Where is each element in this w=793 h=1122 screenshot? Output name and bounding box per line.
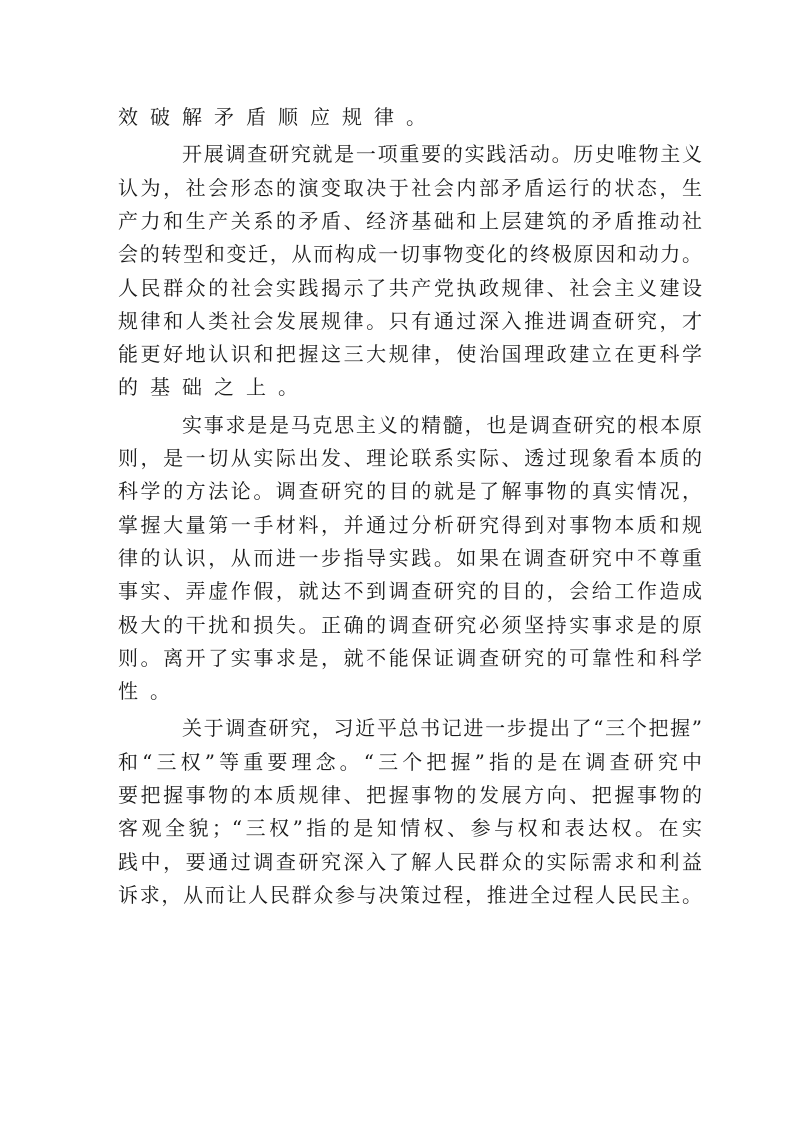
- text-line: 践中，要通过调查研究深入了解人民群众的实际需求和利益: [118, 849, 702, 874]
- text-line: 实事求是是马克思主义的精髓，也是调查研究的根本原: [182, 412, 702, 437]
- text-line: 认为，社会形态的演变取决于社会内部矛盾运行的状态，生: [118, 175, 702, 200]
- text-line: 开展调查研究就是一项重要的实践活动。历史唯物主义: [182, 142, 702, 167]
- text-line: 会的转型和变迁，从而构成一切事物变化的终极原因和动力。: [118, 242, 702, 267]
- text-line: 的基础之上。: [118, 375, 310, 400]
- text-line: 掌握大量第一手材料，并通过分析研究得到对事物本质和规: [118, 512, 702, 537]
- text-line: 和“三权”等重要理念。“三个把握”指的是在调查研究中: [118, 749, 702, 774]
- text-line: 则，是一切从实际出发、理论联系实际、透过现象看本质的: [118, 446, 702, 470]
- text-line: 则。离开了实事求是，就不能保证调查研究的可靠性和科学: [118, 645, 702, 670]
- text-line: 关于调查研究，习近平总书记进一步提出了“三个把握”: [182, 716, 702, 741]
- text-line: 能更好地认识和把握这三大规律，使治国理政建立在更科学: [118, 342, 702, 367]
- text-line: 效破解矛盾顺应规律。: [118, 105, 438, 129]
- text-line: 客观全貌；“三权”指的是知情权、参与权和表达权。在实: [118, 816, 702, 841]
- text-line: 人民群众的社会实践揭示了共产党执政规律、社会主义建设: [118, 275, 702, 300]
- text-line: 事实、弄虚作假，就达不到调查研究的目的，会给工作造成: [118, 579, 702, 604]
- text-line: 极大的干扰和损失。正确的调查研究必须坚持实事求是的原: [118, 612, 702, 637]
- text-line: 要把握事物的本质规律、把握事物的发展方向、把握事物的: [118, 783, 702, 807]
- text-line: 律的认识，从而进一步指导实践。如果在调查研究中不尊重: [118, 545, 702, 570]
- text-line: 科学的方法论。调查研究的目的就是了解事物的真实情况，: [118, 479, 702, 504]
- text-line: 规律和人类社会发展规律。只有通过深入推进调查研究，才: [118, 308, 702, 333]
- text-line: 产力和生产关系的矛盾、经济基础和上层建筑的矛盾推动社: [118, 208, 702, 233]
- text-line: 诉求，从而让人民群众参与决策过程，推进全过程人民民主。: [118, 882, 702, 907]
- text-line: 性。: [118, 679, 182, 704]
